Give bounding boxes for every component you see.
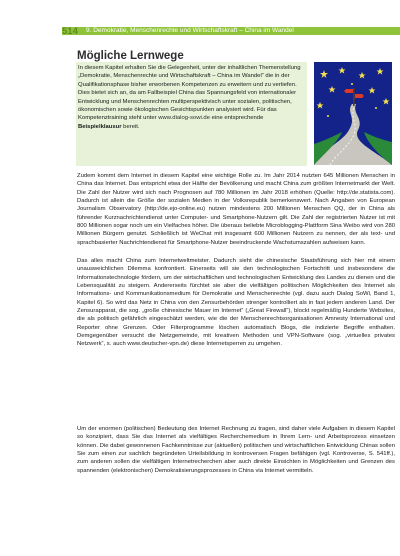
paragraph-research-tasks: Um der enormen (politischen) Bedeutung des Internet Rechnung zu tragen, sind daher viele Aufgaben in diesem Kapitel so konzipiert, dass Sie das Internet als vielfältiges Recherchemedium in Ihrem Lern- und Arbeitsprozess einsetzen können. Die dabei gewonnenen Fachkenntnisse zur (aktuellen) politischen und wirtschaftlichen Entwicklung Chinas sollen Sie zum einen zur sachlich begründeten Urteilsbildung in kontroversen Fragen befähigen (vgl. Kontroverse, S. 541ff.), zum anderen sollen die vielfältigen Internetrecherchen aber auch direkte Einsichten in Möglichkeiten und Grenzen des spannenden (elektronischen) Demokratisierungsprozesses in China via Internet vermitteln. xyxy=(77,426,395,474)
intro-text xyxy=(78,64,304,131)
intro-text-part: eine entsprechende xyxy=(209,115,264,122)
paragraph-censorship: Das alles macht China zum Internetweltmeister. Dadurch sieht die chinesische Staatsführung sich hier mit einem unausweichlichen Dilemma konfrontiert. Einerseits will sie den technologischen Fortschritt und insbesondere die Informationstechnologie fördern, um der wirtschaftlichen und technologischen Entwicklung des Landes zu dienen und die Lebensqualität zu steigern. Andererseits fürchtet sie aber die vielfältigen politischen Möglichkeiten des Internet als Informations- und Kommunikationsmedium für Demokratie und Menschenrechte (vgl. dazu auch Dialog SoWi, Band 1, Kapitel 6). So wird das Netz in China von den Zensurbehörden strenger kontrolliert als in fast jedem anderen Land. Der Zensurapparat, die sog. „große chinesische Mauer im Internet“ („Great Firewall“), blockt regelmäßig Hunderte Websites, die als politisch gefährlich eingeschätzt werden, wie die der Menschenrechtsorganisationen Amnesty International und Reporter ohne Grenzen. Oder Filterprogramme löschen automatisch Blogs, die indizierte Begriffe enthalten. Demgegenüber versucht die Netzgemeinde, mit kreativen Methoden und VPN-Software (sog. „virtuelles privates Netzwerk“, s. auch www.deutscher-vpn.de) diese Internetsperren zu umgehen. xyxy=(77,258,395,348)
section-title: Mögliche Lernwege xyxy=(77,50,184,62)
intro-text-part: In diesem Kapitel erhalten Sie die Gelegenheit, unter der inhaltlichen Themenstellung „Demokratie, Menschenrechte und Wirtschaftskraft – China im Wandel“ die in der Qualifikationsphase bisher erworbenen Kompetenzen zu erweitern und zu vertiefen. Dies bietet sich an, da am Fallbeispiel China das Spannungsfeld von internationaler Entwicklung und Menschenrechten multiperspektivisch unter sozialen, politischen, ökonomischen sowie ökologischen Gesichtspunkten analysiert wird. Für das Kompetenztraining steht unter xyxy=(78,65,301,122)
page-number: 514 xyxy=(62,26,78,37)
paragraph-internet-usage: Zudem kommt dem Internet in diesem Kapitel eine wichtige Rolle zu. Im Jahr 2014 nutzten 645 Millionen Menschen in China das Internet. Das entspricht etwa der Hälfte der Bevölkerung und macht China zum größten Internetmarkt der Welt. Die Zahl der Nutzer wird sich nach Prognosen auf 780 Millionen im Jahr 2018 erhöhen (Quelle: http://de.statista.com). Dadurch ist allein die Größe der sozialen Medien in der Volksrepublik bemerkenswert. Nach Angaben von European Journalism Observatory (http://de.ejo-online.eu) nutzen mindestens 200 Millionen Menschen QQ, der in China als führender Kurznachrichtendienst unter Computer- und Smartphone-Nutzern gilt. Die Zahl der registrierten Nutzer ist mit 800 Millionen sogar noch um ein Vielfaches höher. Die überaus beliebte Microblogging-Plattform Sina Weibo wird von 280 Millionen Bürgern genutzt. Schließlich ist WeChat mit insgesamt 600 Millionen Nutzern zu nennen, der als text- und sprachbasierter Nachrichtendienst für Smartphone-Nutzer beeindruckende Wachstumszahlen aufweisen kann. xyxy=(77,173,395,246)
dialog-sowi-link[interactable]: www.dialog-sowi.de xyxy=(158,115,210,122)
beispielklausur-label: Beispielklausur xyxy=(78,123,122,130)
intro-text-part: bereit. xyxy=(121,123,140,130)
page-header xyxy=(0,0,400,37)
night-road-illustration xyxy=(314,62,392,165)
running-title: 9. Demokratie, Menschenrechte und Wirtschaftskraft – China im Wandel xyxy=(86,27,294,34)
